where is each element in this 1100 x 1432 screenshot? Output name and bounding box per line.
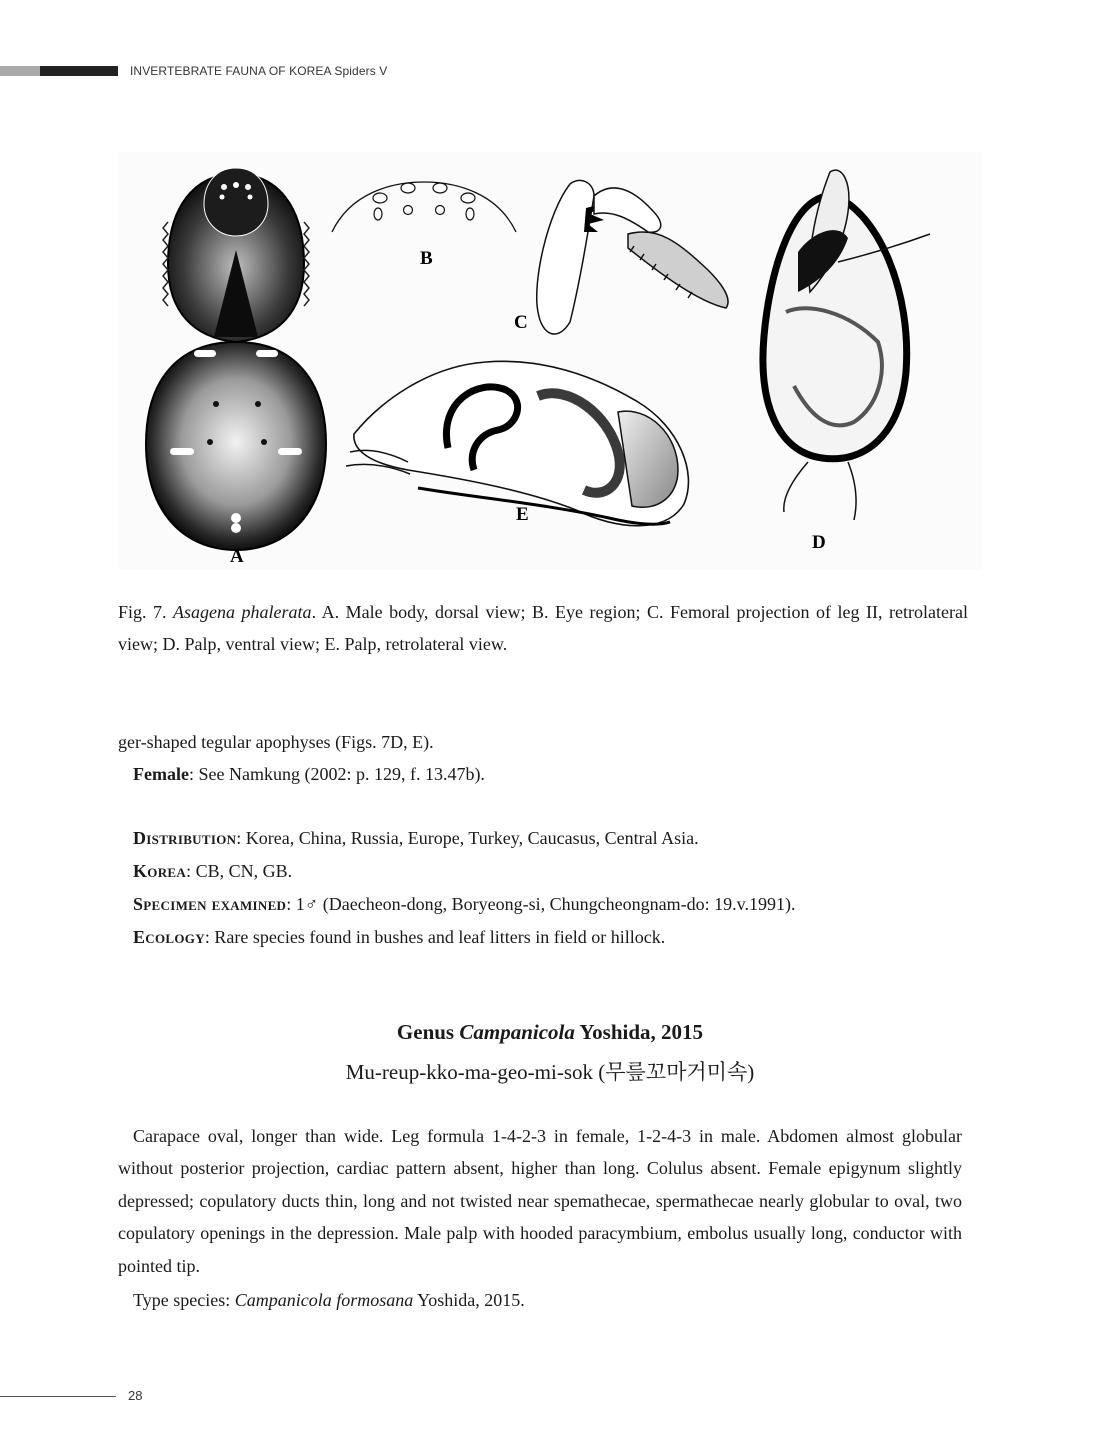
header-bar-gray xyxy=(0,66,40,76)
female-text: : See Namkung (2002: p. 129, f. 13.47b). xyxy=(188,764,485,784)
korea-text: : CB, CN, GB. xyxy=(186,861,293,881)
distribution-label: Distribution xyxy=(133,828,237,848)
ecology-text: : Rare species found in bushes and leaf litters in field or hillock. xyxy=(204,927,666,947)
figure-caption xyxy=(118,596,968,660)
genus-heading xyxy=(0,1020,1100,1045)
genus-name: Campanicola xyxy=(459,1020,575,1044)
korea-line xyxy=(133,855,292,887)
genus-description: Carapace oval, longer than wide. Leg formula 1-4-2-3 in female, 1-2-4-3 in male. Abdomen almost globular without posterior projection, cardiac pattern absent, higher than long. Colulus absent. Female epigynum slightly depressed; copulatory ducts thin, long and not twisted near spemathecae, spermathecae nearly globular to oval, two copulatory openings in the depression. Male palp with hooded paracymbium, embolus usually long, conductor with pointed tip. xyxy=(118,1126,962,1276)
genus-suffix: Yoshida, 2015 xyxy=(574,1020,704,1044)
figure-label-e: E xyxy=(516,504,529,525)
specimen-line xyxy=(133,888,795,920)
caption-prefix: Fig. 7. xyxy=(118,602,174,622)
distribution-line xyxy=(133,822,699,854)
korea-label: Korea xyxy=(133,861,187,881)
female-label: Female xyxy=(133,764,189,784)
specimen-label: Specimen examined xyxy=(133,894,287,914)
type-species-label: Type species: xyxy=(133,1290,235,1310)
distribution-text: : Korea, China, Russia, Europe, Turkey, Caucasus, Central Asia. xyxy=(236,828,699,848)
footer-rule xyxy=(0,1396,116,1397)
header-bar-black xyxy=(40,66,118,76)
caption-species: Asagena phalerata xyxy=(173,602,312,622)
figure-label-b: B xyxy=(420,248,433,269)
figure-label-a: A xyxy=(230,546,244,567)
type-species-suffix: Yoshida, 2015. xyxy=(413,1290,525,1310)
caption-text: . A. Male body, dorsal view; B. Eye region; C. Femoral projection of leg II, retrolateral view; D. Palp, ventral view; E. Palp, retrolateral view. xyxy=(118,602,968,654)
running-header: INVERTEBRATE FAUNA OF KOREA Spiders V xyxy=(130,64,388,78)
figure-7 xyxy=(118,152,982,570)
figure-part-a-body xyxy=(146,168,326,567)
genus-prefix: Genus xyxy=(396,1020,460,1044)
genus-subtitle: Mu-reup-kko-ma-geo-mi-sok (무릎꼬마거미속) xyxy=(345,1060,755,1084)
figure-label-c: C xyxy=(514,312,528,333)
type-species-line xyxy=(133,1284,525,1316)
ecology-label: Ecology xyxy=(133,927,205,947)
page-number: 28 xyxy=(128,1388,143,1403)
body-line-continuation: ger-shaped tegular apophyses (Figs. 7D, E). xyxy=(118,732,434,752)
type-species-name: Campanicola formosana xyxy=(234,1290,414,1310)
ecology-line xyxy=(133,921,665,953)
specimen-text: : 1♂ (Daecheon-dong, Boryeong-si, Chungcheongnam-do: 19.v.1991). xyxy=(286,894,796,914)
figure-label-d: D xyxy=(812,532,826,553)
female-line xyxy=(133,758,485,790)
figure-7-drawing xyxy=(118,152,982,570)
